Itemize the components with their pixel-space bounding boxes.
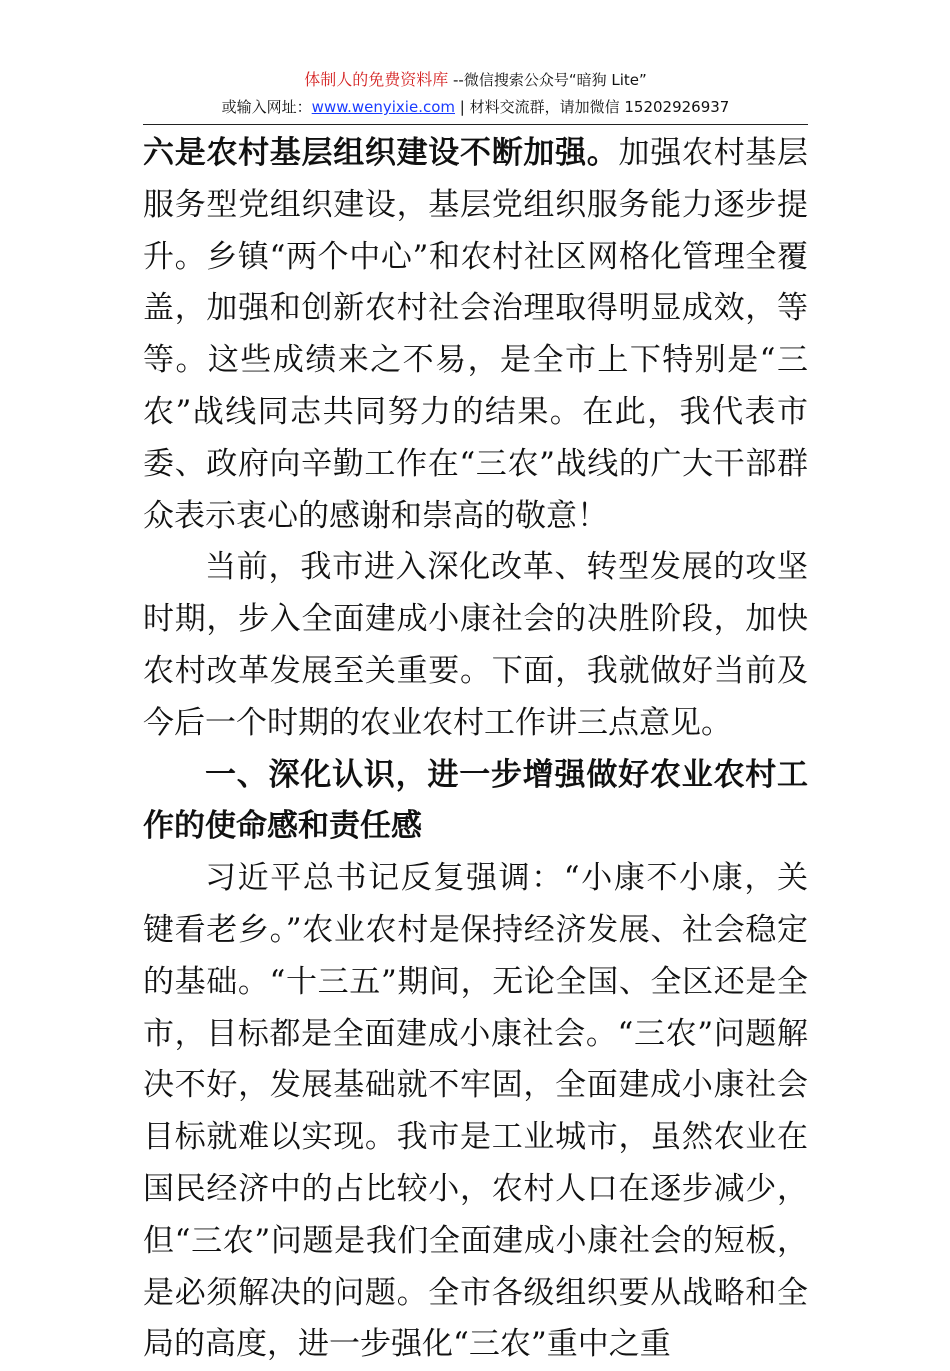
paragraph-1 <box>143 128 808 542</box>
page-header <box>143 66 808 121</box>
header-line-2 <box>143 94 808 121</box>
header-divider <box>143 124 808 125</box>
brand-name: 体制人的免费资料库 <box>304 70 449 89</box>
paragraph-1-body: 加强农村基层服务型党组织建设，基层党组织服务能力逐步提升。乡镇“两个中心”和农村社区网格化管理全覆盖，加强和创新农村社会治理取得明显成效，等等。这些成绩来之不易，是全市上下特别是“三农”战线同志共同努力的结果。在此，我代表市委、政府向辛勤工作在“三农”战线的广大干部群众表示衷心的感谢和崇高的敬意！ <box>143 135 808 534</box>
header-line-1 <box>143 66 808 94</box>
paragraph-1-lead: 六是农村基层组织建设不断加强。 <box>143 135 619 171</box>
header-tagline: --微信搜索公众号“暗狗 Lite” <box>448 71 647 89</box>
paragraph-3: 习近平总书记反复强调：“小康不小康，关键看老乡。”农业农村是保持经济发展、社会稳定的基础。“十三五”期间，无论全国、全区还是全市，目标都是全面建成小康社会。“三农”问题解决不好，发展基础就不牢固，全面建成小康社会目标就难以实现。我市是工业城市，虽然农业在国民经济中的占比较小，农村人口在逐步减少，但“三农”问题是我们全面建成小康社会的短板，是必须解决的问题。全市各级组织要从战略和全局的高度，进一步强化“三农”重中之重 <box>143 860 808 1363</box>
document-body <box>143 128 808 1371</box>
paragraph-2: 当前，我市进入深化改革、转型发展的攻坚时期，步入全面建成小康社会的决胜阶段，加快农村改革发展至关重要。下面，我就做好当前及今后一个时期的农业农村工作讲三点意见。 <box>143 549 808 741</box>
website-link[interactable]: www.wenyixie.com <box>311 98 455 116</box>
header-contact: | 材料交流群，请加微信 15202926937 <box>455 98 730 116</box>
section-heading-1: 一、深化认识，进一步增强做好农业农村工作的使命感和责任感 <box>143 756 808 845</box>
header-url-prefix: 或输入网址： <box>221 98 312 116</box>
